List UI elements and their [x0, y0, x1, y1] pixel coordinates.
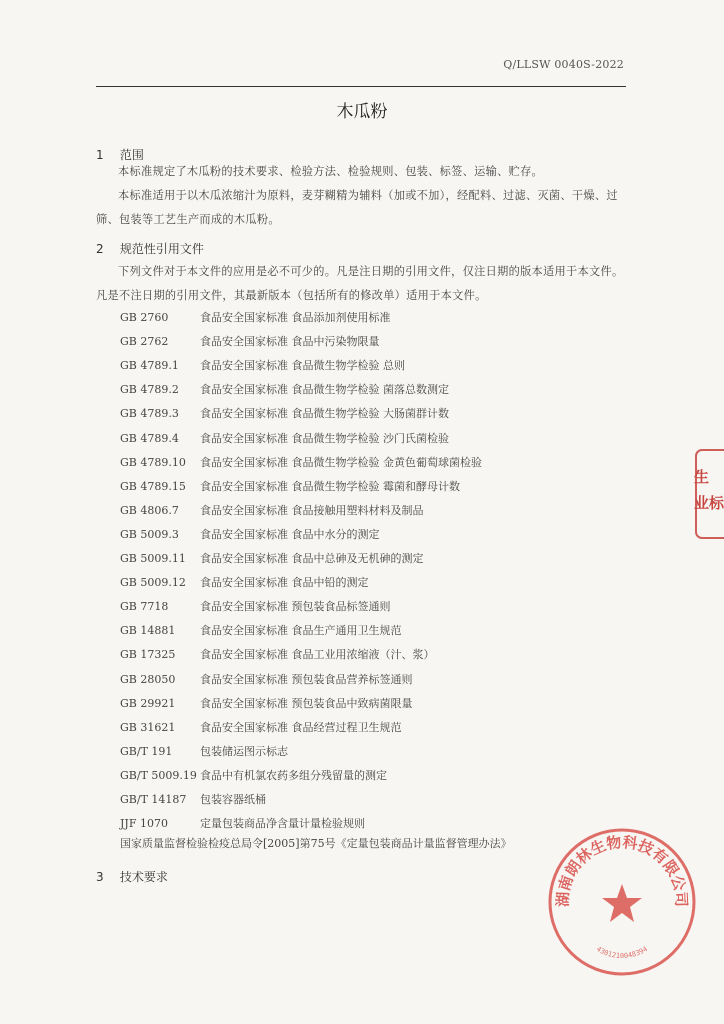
- reference-code: GB 2760: [120, 311, 169, 324]
- reference-title: 食品安全国家标准 食品经营过程卫生规范: [200, 720, 402, 734]
- reference-item: [120, 792, 266, 808]
- reference-item: [120, 647, 435, 663]
- reference-code: GB 4789.10: [120, 455, 186, 469]
- edge-stamp-line-1: 生: [694, 468, 710, 486]
- reference-item: [120, 382, 449, 398]
- section-title: 技术要求: [119, 870, 168, 884]
- reference-item: [120, 406, 449, 422]
- reference-code: GB/T 5009.19: [120, 768, 197, 782]
- section-heading-2: [96, 240, 204, 257]
- reference-item: [120, 527, 380, 543]
- reference-title: 食品安全国家标准 食品生产通用卫生规范: [200, 624, 402, 638]
- reference-item: [120, 503, 424, 519]
- references-intro: 下列文件对于本文件的应用是必不可少的。凡是注日期的引用文件，仅注日期的版本适用于本文件。凡是不注日期的引用文件，其最新版本（包括所有的修改单）适用于本文件。: [96, 265, 624, 302]
- reference-item: [120, 358, 405, 374]
- reference-item: [120, 334, 380, 350]
- reference-item: [120, 479, 460, 495]
- reference-code: GB 7718: [120, 600, 169, 614]
- section-heading-3: [96, 868, 168, 885]
- edge-stamp-line-2: 业标: [694, 494, 724, 512]
- reference-code: GB 17325: [120, 648, 176, 662]
- reference-item: [120, 623, 402, 639]
- company-seal: [546, 826, 698, 978]
- reference-title: 食品安全国家标准 食品微生物学检验 霉菌和酵母计数: [200, 479, 460, 493]
- section-title: 规范性引用文件: [119, 242, 204, 256]
- reference-title: 食品安全国家标准 食品添加剂使用标准: [200, 311, 391, 324]
- reference-code: JJF 1070: [120, 817, 168, 831]
- reference-title: 食品安全国家标准 食品微生物学检验 总则: [200, 359, 405, 373]
- reference-title: 食品安全国家标准 食品微生物学检验 沙门氏菌检验: [200, 431, 449, 445]
- reference-title: 食品安全国家标准 食品中水分的测定: [200, 527, 380, 541]
- reference-title: 食品安全国家标准 预包装食品中致病菌限量: [200, 696, 413, 710]
- reference-item: [120, 744, 288, 760]
- reference-code: GB 4789.3: [120, 407, 179, 421]
- reference-title: 食品安全国家标准 预包装食品标签通则: [200, 600, 391, 614]
- reference-title: 食品安全国家标准 预包装食品营养标签通则: [200, 672, 413, 686]
- section-number: 3: [96, 870, 104, 884]
- reference-title: 食品安全国家标准 食品工业用浓缩液（汁、浆）: [200, 648, 435, 662]
- reference-code: GB 4789.2: [120, 383, 179, 397]
- reference-item: [120, 696, 413, 712]
- reference-item: [120, 455, 482, 471]
- reference-title: 食品安全国家标准 食品微生物学检验 金黄色葡萄球菌检验: [200, 455, 482, 469]
- reference-code: GB 4789.15: [120, 479, 186, 493]
- reference-title: 包装储运图示标志: [200, 744, 288, 758]
- reference-title: 食品中有机氯农药多组分残留量的测定: [200, 768, 387, 782]
- document-title: 木瓜粉: [336, 102, 388, 122]
- standard-code: Q/LLSW 0040S-2022: [503, 58, 624, 71]
- reference-item: [120, 720, 402, 736]
- reference-item: [120, 599, 391, 615]
- reference-code: GB 2762: [120, 335, 169, 349]
- reference-title: 食品安全国家标准 食品接触用塑料材料及制品: [200, 503, 424, 517]
- edge-stamp: [690, 448, 724, 540]
- seal-number: 4301210048394: [594, 945, 650, 961]
- reference-title: 定量包装商品净含量计量检验规则: [200, 817, 365, 831]
- reference-code: GB/T 14187: [120, 793, 187, 806]
- scope-paragraph-2: 本标准适用于以木瓜浓缩汁为原料，麦芽糊精为辅料（加或不加），经配料、过滤、灭菌、干燥、过筛、包装等工艺生产而成的木瓜粉。: [96, 189, 618, 226]
- reference-item: [120, 310, 391, 326]
- reference-title: 食品安全国家标准 食品微生物学检验 菌落总数测定: [200, 383, 449, 397]
- reference-title: 食品安全国家标准 食品中污染物限量: [200, 335, 380, 349]
- reference-code: GB 5009.3: [120, 527, 179, 541]
- reference-item: [120, 551, 424, 567]
- section-number: 1: [96, 148, 104, 162]
- reference-code: GB 14881: [120, 624, 176, 638]
- reference-code: GB 28050: [120, 672, 176, 686]
- reference-item: [120, 672, 413, 688]
- reference-code: GB 4789.4: [120, 431, 179, 445]
- reference-code: GB 5009.12: [120, 576, 186, 590]
- reference-item: [120, 768, 387, 784]
- decree-note: 国家质量监督检验检疫总局令[2005]第75号《定量包装商品计量监督管理办法》: [120, 837, 512, 850]
- section-title: 范围: [119, 148, 144, 162]
- reference-code: GB 4806.7: [120, 503, 179, 517]
- reference-item: [120, 816, 365, 832]
- reference-title: 包装容器纸桶: [200, 793, 266, 806]
- reference-title: 食品安全国家标准 食品中铅的测定: [200, 576, 369, 590]
- scope-paragraph-1: 本标准规定了木瓜粉的技术要求、检验方法、检验规则、包装、标签、运输、贮存。: [118, 165, 544, 178]
- reference-code: GB/T 191: [120, 744, 173, 758]
- reference-item: [120, 575, 369, 591]
- reference-code: GB 5009.11: [120, 552, 186, 565]
- section-number: 2: [96, 242, 104, 256]
- reference-item: [120, 431, 449, 447]
- reference-code: GB 4789.1: [120, 359, 179, 373]
- reference-code: GB 31621: [120, 720, 176, 734]
- seal-text: 湖南朗林生物科技有限公司: [553, 833, 691, 908]
- reference-code: GB 29921: [120, 696, 176, 710]
- header-rule: [96, 86, 626, 87]
- reference-title: 食品安全国家标准 食品微生物学检验 大肠菌群计数: [200, 407, 449, 421]
- seal-star-icon: [602, 884, 642, 922]
- reference-title: 食品安全国家标准 食品中总砷及无机砷的测定: [200, 552, 424, 565]
